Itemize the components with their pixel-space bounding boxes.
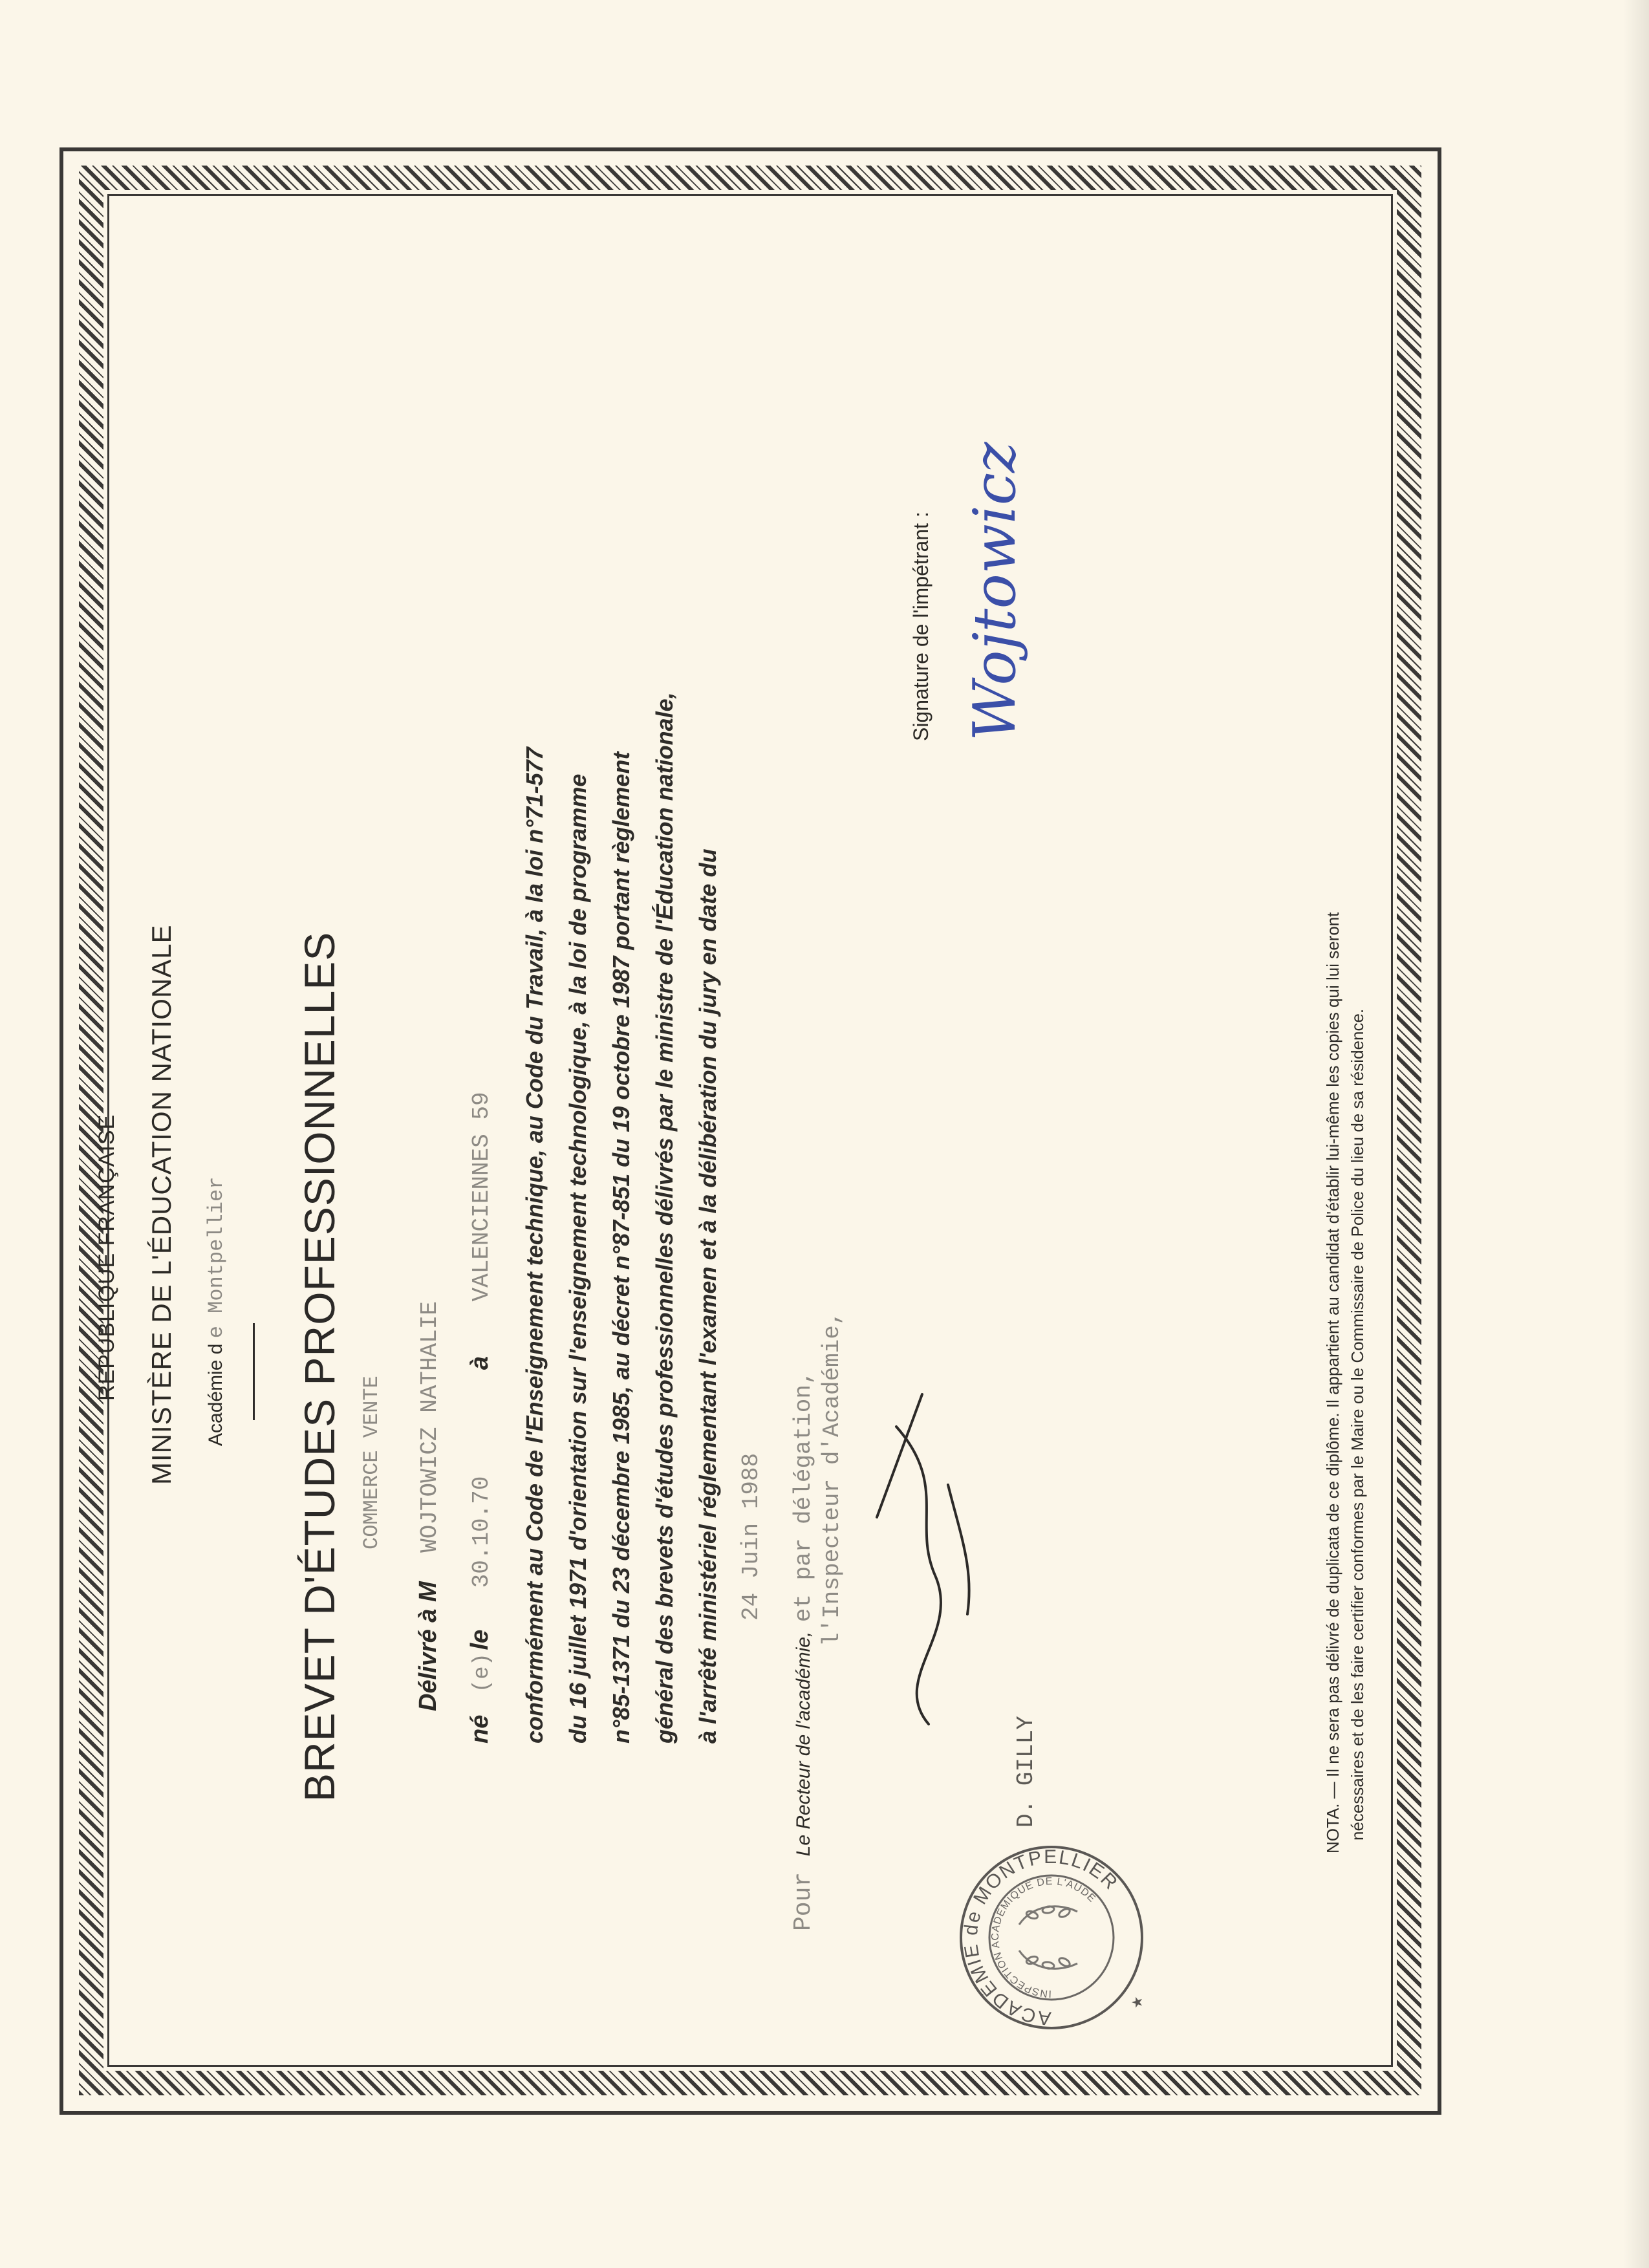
ministere-heading: MINISTÈRE DE L'ÉDUCATION NATIONALE — [146, 924, 177, 1485]
legal-text-line: du 16 juillet 1971 d'orientation sur l'enseignement technologique, à la loi de programme — [565, 773, 591, 1744]
certificate-title: BREVET D'ÉTUDES PROFESSIONNELLES — [296, 931, 343, 1802]
svg-text:ACADÉMIE de MONTPELLIER — [960, 1846, 1123, 2029]
birth-place: VALENCIENNES 59 — [468, 1092, 495, 1302]
impetrant-signature: Wojtowicz — [961, 442, 1029, 741]
star-icon: ★ — [1129, 1996, 1145, 2009]
born-e: (e) — [470, 1652, 495, 1693]
delivered-label: Délivré à M — [415, 1581, 442, 1711]
scan-edge-shadow — [1623, 0, 1649, 2268]
pour-label: Pour — [790, 1872, 817, 1931]
academie-value: e Montpellier — [204, 1176, 228, 1339]
stamp-outer-text: ACADÉMIE de MONTPELLIER — [960, 1846, 1123, 2029]
born-label: né — [466, 1714, 493, 1744]
born-line — [466, 1092, 495, 1744]
inspecteur-label: l'Inspecteur d'Académie, — [819, 1311, 845, 1647]
nota-line-1: NOTA. — Il ne sera pas délivré de duplicata de ce diplôme. Il appartient au candidat d'établir lui-même les copies qui lui seront — [1323, 912, 1342, 1853]
legal-text-line: général des brevets d'études professionnelles délivrés par le ministre de l'Éducation nationale, — [651, 692, 678, 1744]
laurel-wreath-icon — [1019, 1906, 1077, 1970]
academy-stamp — [954, 1841, 1148, 2035]
delegation-label: et par délégation, — [790, 1370, 817, 1623]
academie-line — [204, 1177, 228, 1446]
born-le: le — [466, 1629, 493, 1650]
legal-text-line: conformément au Code de l'Enseignement technique, au Code du Travail, à la loi n°71-577 — [521, 747, 548, 1744]
at-label: à — [466, 1355, 493, 1370]
republique-heading: RÉPUBLIQUE FRANÇAISE — [94, 1114, 119, 1401]
speciality: COMMERCE VENTE — [360, 1376, 383, 1550]
director-signature — [851, 1381, 980, 1731]
impetrant-label: Signature de l'impétrant : — [909, 512, 932, 741]
legal-text-line: n°85-1371 du 23 décembre 1985, au décret n°87-851 du 19 octobre 1987 portant règlement — [608, 751, 634, 1744]
delivered-line — [415, 1301, 443, 1711]
nota-line-2: nécessaires et de les faire certifier conformes par le Maire ou le Commissaire de Police du lieu de sa résidence. — [1348, 1008, 1367, 1841]
signatory-name: D. GILLY — [1013, 1716, 1039, 1828]
stamp-inner-text: INSPECTION ACADÉMIQUE DE L'AUDE — [989, 1875, 1098, 2000]
birth-date: 30.10.70 — [468, 1476, 495, 1588]
legal-text-line: à l'arrêté ministériel réglementant l'examen et à la délibération du jury en date du — [695, 848, 721, 1744]
pour-recteur-line — [790, 1370, 817, 1931]
academie-label: Académie d — [205, 1343, 226, 1446]
certificate-body — [94, 194, 1393, 2067]
header-rule — [253, 1323, 255, 1420]
recteur-label: Le Recteur de l'académie, — [793, 1631, 814, 1857]
holder-name: WOJTOWICZ NATHALIE — [416, 1301, 443, 1553]
jury-date: 24 Juin 1988 — [738, 1453, 764, 1621]
